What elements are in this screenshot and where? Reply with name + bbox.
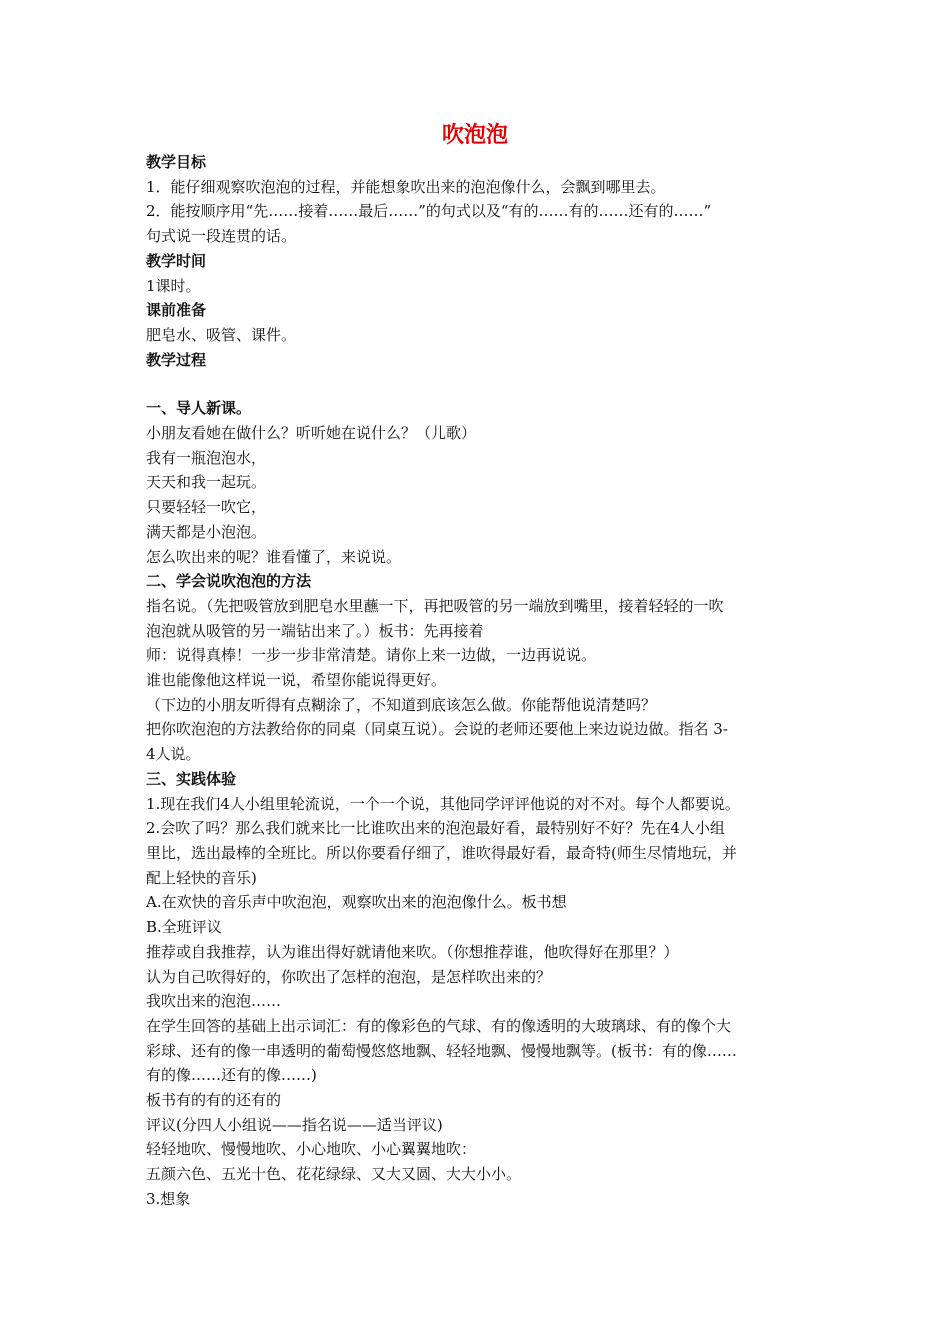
paragraph-line: 里比，选出最棒的全班比。所以你要看仔细了，谁吹得最好看，最奇特(师生尽情地玩，并: [146, 843, 737, 862]
paragraph-line: 彩球、还有的像一串透明的葡萄慢悠悠地飘、轻轻地飘、慢慢地飘等。(板书：有的像……: [146, 1041, 737, 1060]
paragraph-line: 把你吹泡泡的方法教给你的同桌（同桌互说）。会说的老师还要他上来边说边做。指名 3-: [146, 720, 728, 739]
section-heading: 三、实践体验: [146, 769, 237, 788]
paragraph-line: 五颜六色、五光十色、花花绿绿、又大又圆、大大小小。: [146, 1165, 522, 1184]
paragraph-line: 泡泡就从吸管的另一端钻出来了。）板书：先再接着: [146, 621, 484, 640]
paragraph-line: 师：说得真棒！一步一步非常清楚。请你上来一边做，一边再说说。: [146, 646, 597, 665]
paragraph-line: 我吹出来的泡泡……: [146, 992, 282, 1011]
paragraph-line: 推荐或自我推荐，认为谁出得好就请他来吹。（你想推荐谁，他吹得好在那里？）: [146, 942, 679, 961]
paragraph-line: 1．能仔细观察吹泡泡的过程，并能想象吹出来的泡泡像什么，会飘到哪里去。: [146, 177, 666, 196]
paragraph-line: 谁也能像他这样说一说，希望你能说得更好。: [146, 671, 447, 690]
paragraph-line: 2.会吹了吗？那么我们就来比一比谁吹出来的泡泡最好看，最特别好不好？先在4人小组: [146, 819, 725, 838]
section-heading: 教学目标: [146, 153, 207, 171]
section-heading: 二、学会说吹泡泡的方法: [146, 572, 312, 591]
paragraph-line: 配上轻快的音乐): [146, 868, 257, 887]
paragraph-line: B.全班评议: [146, 918, 222, 937]
paragraph-line: 1.现在我们4人小组里轮流说，一个一个说，其他同学评评他说的对不对。每个人都要说。: [146, 794, 740, 813]
section-heading: 教学过程: [146, 350, 207, 369]
paragraph-line: 肥皂水、吸管、课件。: [146, 325, 297, 344]
document-body: [146, 150, 818, 1212]
paragraph-line: 评议(分四人小组说——指名说——适当评议): [146, 1115, 443, 1134]
paragraph-line: 指名说。（先把吸管放到肥皂水里蘸一下，再把吸管的另一端放到嘴里，接着轻轻的一吹: [146, 596, 724, 615]
section-heading: 课前准备: [146, 301, 207, 320]
section-heading: 教学时间: [146, 251, 207, 270]
paragraph-line: 句式说一段连贯的话。: [146, 227, 297, 246]
blank-line: [146, 372, 818, 396]
paragraph-line: 天天和我一起玩。: [146, 473, 267, 492]
section-heading: 一、导人新课。: [146, 399, 252, 418]
paragraph-line: 在学生回答的基础上出示词汇：有的像彩色的气球、有的像透明的大玻璃球、有的像个大: [146, 1016, 732, 1035]
paragraph-line: 怎么吹出来的呢？谁看懂了，来说说。: [146, 547, 402, 566]
paragraph-line: 有的像……还有的像……): [146, 1066, 317, 1085]
paragraph-line: 满天都是小泡泡。: [146, 522, 267, 541]
document-title: 吹泡泡: [441, 123, 508, 148]
paragraph-line: 板书有的有的还有的: [146, 1091, 282, 1110]
paragraph-line: 我有一瓶泡泡水，: [146, 448, 267, 467]
paragraph-line: 只要轻轻一吹它，: [146, 498, 267, 517]
paragraph-line: 小朋友看她在做什么？听听她在说什么？（儿歌）: [146, 424, 477, 443]
paragraph-line: A.在欢快的音乐声中吹泡泡，观察吹出来的泡泡像什么。板书想: [146, 893, 567, 912]
paragraph-line: （下边的小朋友听得有点糊涂了，不知道到底该怎么做。你能帮他说清楚吗？: [146, 695, 657, 714]
paragraph-line: 2．能按顺序用“先……接着……最后……”的句式以及“有的……有的……还有的……”: [146, 202, 712, 221]
paragraph-line: 3.想象: [146, 1189, 191, 1208]
paragraph-line: 1课时。: [146, 276, 201, 295]
paragraph-line: 认为自己吹得好的，你吹出了怎样的泡泡，是怎样吹出来的？: [146, 967, 552, 986]
paragraph-line: 轻轻地吹、慢慢地吹、小心地吹、小心翼翼地吹：: [146, 1140, 477, 1159]
paragraph-line: 4人说。: [146, 745, 201, 764]
